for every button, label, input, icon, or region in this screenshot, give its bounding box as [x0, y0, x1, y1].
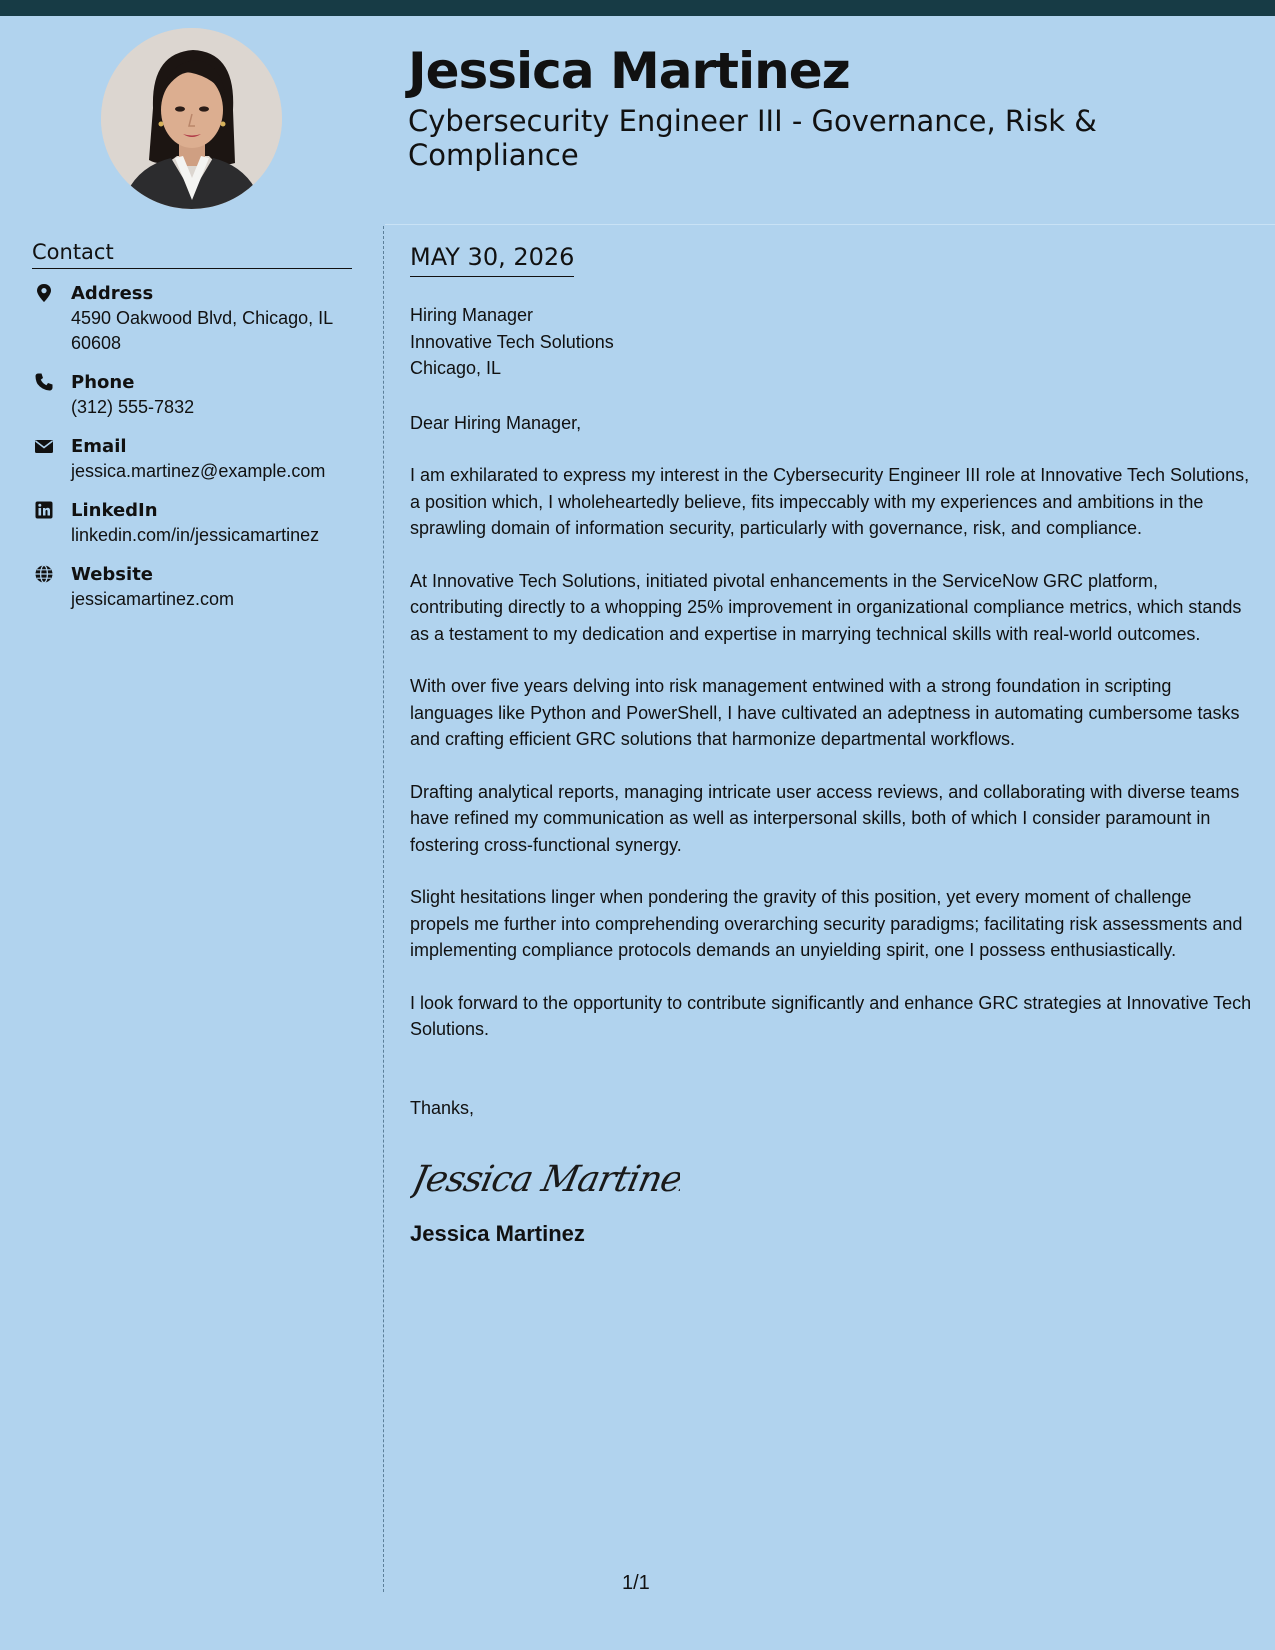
handwritten-signature	[410, 1147, 1255, 1207]
phone-icon	[34, 372, 54, 392]
contact-label: Email	[71, 436, 127, 457]
contact-value: 4590 Oakwood Blvd, Chicago, IL 60608	[71, 308, 333, 353]
contact-email	[32, 434, 352, 484]
letter-body	[410, 302, 1255, 1248]
page-number: 1/1	[622, 1572, 650, 1594]
contact-website	[32, 562, 352, 612]
contact-value: (312) 555-7832	[71, 397, 195, 417]
recipient-line: Innovative Tech Solutions	[410, 331, 614, 352]
letter-paragraph: Drafting analytical reports, managing intricate user access reviews, and collaborating with diverse teams have refined my communication as well as interpersonal skills, both of which I consider paramount in fostering cross-functional synergy.	[410, 781, 1240, 855]
letter-paragraph: Slight hesitations linger when pondering the gravity of this position, yet every moment of challenge propels me further into comprehending overarching security paradigms; facilitating risk assessments and implementing compliance protocols demands an unyielding spirit, one I possess enthusiastically.	[410, 887, 1243, 960]
recipient-block	[410, 302, 1255, 382]
letter-paragraph: With over five years delving into risk management entwined with a strong foundation in scripting languages like Python and PowerShell, I have cultivated an adeptness in automating cumbersome tasks and crafting efficient GRC solutions that harmonize departmental workflows.	[410, 676, 1240, 749]
contact-heading: Contact	[32, 240, 352, 269]
location-pin-icon	[34, 283, 54, 303]
contact-address	[32, 281, 352, 356]
contact-phone	[32, 370, 352, 420]
letter-paragraph: I look forward to the opportunity to contribute significantly and enhance GRC strategies at Innovative Tech Solutions.	[410, 992, 1252, 1039]
letter-paragraph: I am exhilarated to express my interest in the Cybersecurity Engineer III role at Innovative Tech Solutions, a position which, I wholeheartedly believe, fits impeccably with my experiences and ambitions in the sprawling domain of information security, particularly with governance, risk, and compliance.	[410, 465, 1250, 538]
applicant-name: Jessica Martinez	[408, 42, 850, 100]
linkedin-icon	[34, 500, 54, 520]
header-divider	[385, 224, 1275, 225]
contact-label: Address	[71, 283, 154, 304]
applicant-role: Cybersecurity Engineer III - Governance, Risk & Compliance	[408, 104, 1097, 172]
profile-photo	[101, 28, 282, 209]
globe-icon	[34, 564, 54, 584]
svg-text:Jessica Martinez: Jessica Martinez	[410, 1157, 680, 1200]
closing: Thanks,	[410, 1097, 475, 1118]
signer-name: Jessica Martinez	[410, 1221, 585, 1246]
letter-date: MAY 30, 2026	[410, 243, 574, 277]
letter-paragraph: At Innovative Tech Solutions, initiated pivotal enhancements in the ServiceNow GRC platform, contributing directly to a whopping 25% improvement in organizational compliance metrics, which stands as a testament to my dedication and expertise in marrying technical skills with real-world outcomes.	[410, 570, 1242, 644]
contact-label: Phone	[71, 372, 135, 393]
contact-value[interactable]: linkedin.com/in/jessicamartinez	[71, 525, 320, 545]
top-accent-bar	[0, 0, 1275, 16]
recipient-line: Hiring Manager	[410, 305, 534, 325]
column-divider	[383, 226, 384, 1592]
contact-linkedin	[32, 498, 352, 548]
contact-sidebar	[32, 240, 352, 626]
contact-value[interactable]: jessicamartinez.com	[71, 589, 235, 609]
recipient-line: Chicago, IL	[410, 358, 502, 378]
contact-value[interactable]: jessica.martinez@example.com	[71, 461, 326, 481]
email-icon	[34, 436, 54, 456]
contact-label: Website	[71, 564, 154, 585]
contact-label: LinkedIn	[71, 500, 158, 521]
salutation: Dear Hiring Manager,	[410, 412, 582, 433]
